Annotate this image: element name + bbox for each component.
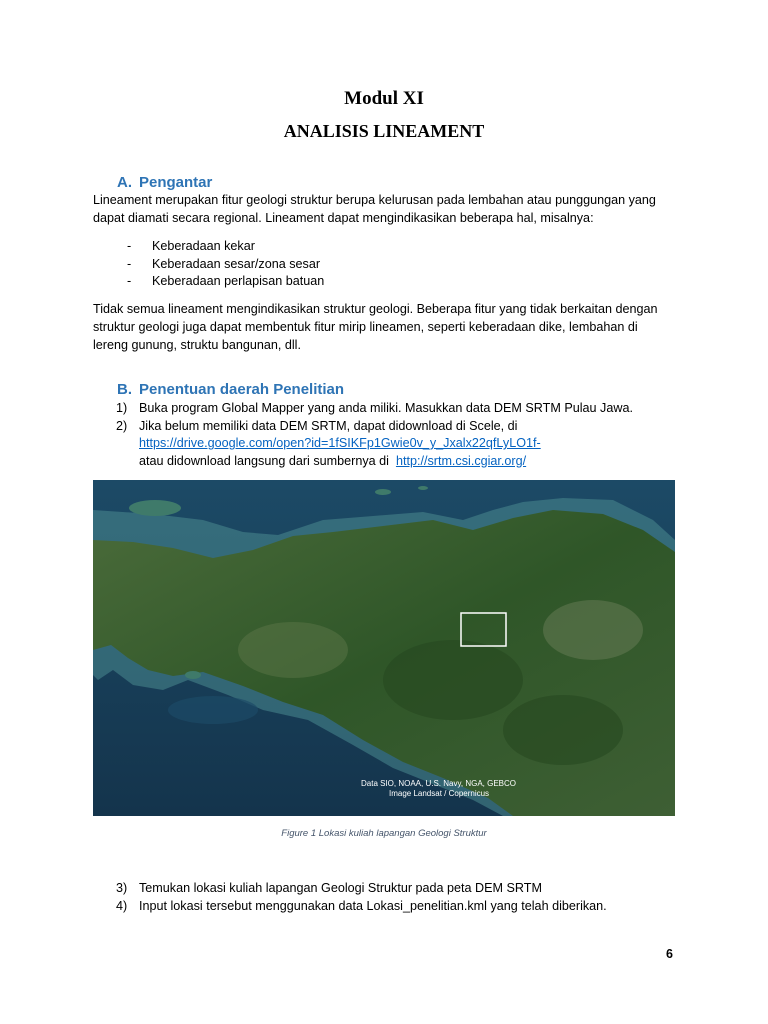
section-b-title: Penentuan daerah Penelitian bbox=[139, 381, 345, 398]
island bbox=[418, 486, 428, 490]
intro-paragraph: Lineament merupakan fitur geologi struktur berupa kelurusan pada lembahan atau punggungan yang dapat diamati secara regional. Lineament dapat mengindikasikan beberapa hal, misalnya: bbox=[93, 193, 656, 225]
lowland-area bbox=[238, 622, 348, 678]
map-attribution-2: Image Landsat / Copernicus bbox=[389, 789, 490, 798]
section-a-title: Pengantar bbox=[139, 174, 213, 191]
list-item: - Keberadaan kekar bbox=[127, 239, 255, 253]
module-title: Modul XI bbox=[344, 88, 424, 109]
list-item: 4) Input lokasi tersebut menggunakan data Lokasi_penelitian.kml yang telah diberikan. bbox=[116, 898, 607, 913]
list-item: 3) Temukan lokasi kuliah lapangan Geologi Struktur pada peta DEM SRTM bbox=[116, 881, 542, 895]
section-a-letter: A. bbox=[117, 174, 132, 191]
srtm-link[interactable]: http://srtm.csi.cgiar.org/ bbox=[395, 453, 527, 468]
drive-link[interactable]: https://drive.google.com/open?id=1fSIKFp1Gwie0v_y_Jxalx22qfLyLO1f- bbox=[139, 436, 541, 450]
satellite-map bbox=[93, 480, 675, 816]
section-b-heading bbox=[117, 381, 344, 398]
map-attribution-1: Data SIO, NOAA, U.S. Navy, NGA, GEBCO bbox=[361, 779, 516, 788]
forest-area bbox=[503, 695, 623, 765]
island bbox=[375, 489, 391, 495]
satellite-map-image bbox=[93, 480, 675, 816]
figure-caption: Figure 1 Lokasi kuliah lapangan Geologi Struktur bbox=[281, 828, 487, 839]
section-a-heading bbox=[117, 174, 212, 191]
list-item: - Keberadaan sesar/zona sesar bbox=[127, 256, 321, 271]
lowland-area bbox=[543, 600, 643, 660]
section-b-letter: B. bbox=[117, 381, 132, 398]
island bbox=[185, 671, 201, 679]
steps-list-continued bbox=[116, 880, 607, 915]
bay bbox=[168, 696, 258, 724]
note-paragraph: Tidak semua lineament mengindikasikan struktur geologi. Beberapa fitur yang tidak berkaitan dengan struktur geologi juga dapat membentuk fitur mirip lineamen, seperti keberadaan dike, lembahan di lereng gunung, struktu bangunan, dll. bbox=[93, 302, 658, 352]
indication-list bbox=[127, 238, 324, 291]
list-item: 2) Jika belum memiliki data DEM SRTM, dapat didownload di Scele, di https://drive.google.com/open?id=1fSIKFp1Gwie0v_y_Jxalx22qfLyLO1f- atau didownload langsung dari sumbernya di http://srtm.csi.cgiar.org/ bbox=[116, 418, 541, 468]
steps-list bbox=[116, 400, 633, 470]
page-number: 6 bbox=[666, 947, 673, 961]
forest-area bbox=[383, 640, 523, 720]
list-item: 1) Buka program Global Mapper yang anda miliki. Masukkan data DEM SRTM Pulau Jawa. bbox=[116, 401, 633, 415]
module-subtitle: ANALISIS LINEAMENT bbox=[283, 121, 485, 141]
list-item: - Keberadaan perlapisan batuan bbox=[127, 274, 325, 288]
island bbox=[129, 500, 181, 516]
